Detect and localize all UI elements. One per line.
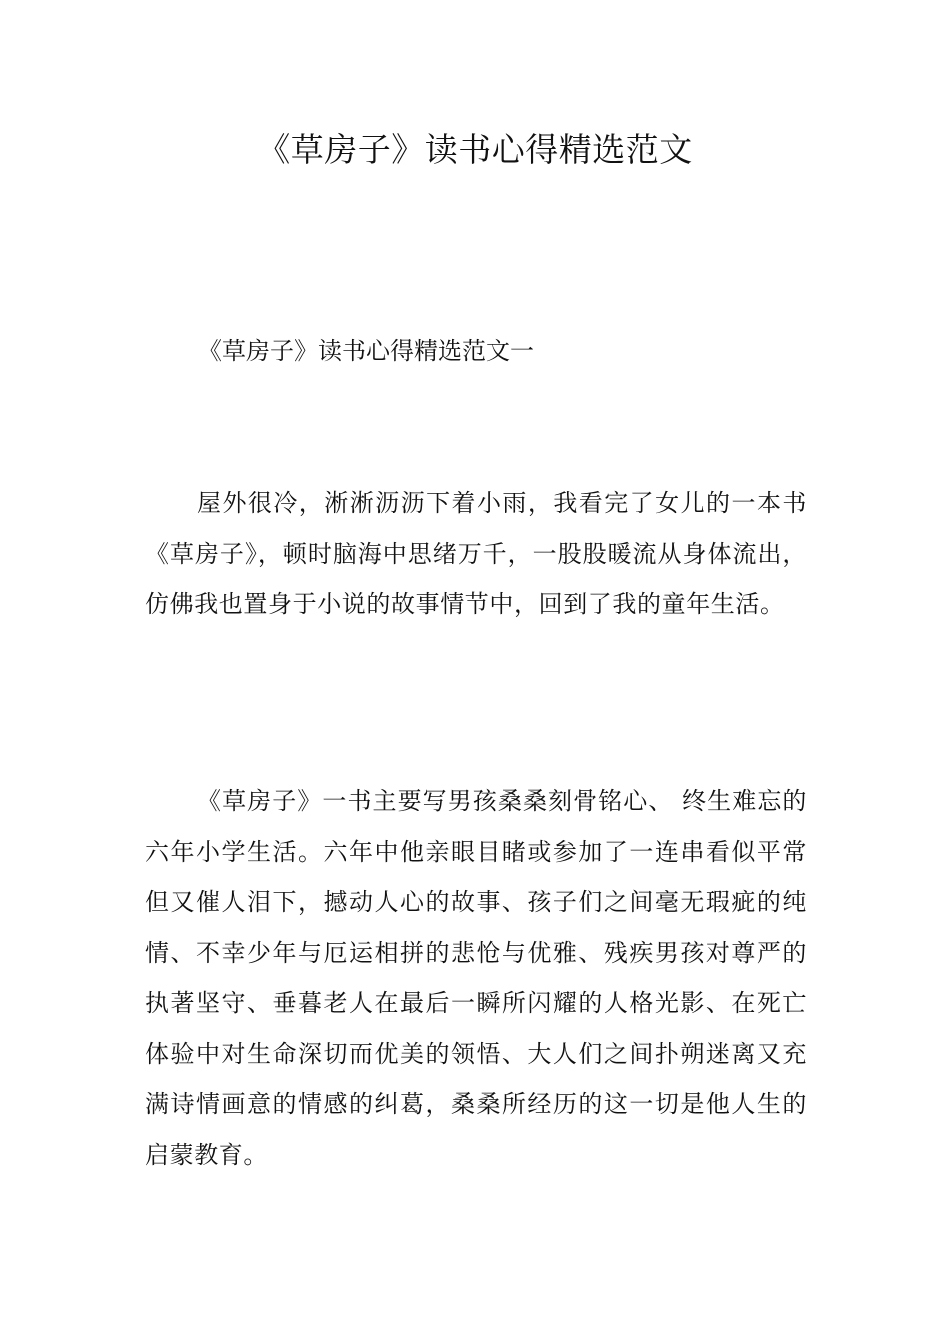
paragraph-1: 屋外很冷，淅淅沥沥下着小雨，我看完了女儿的一本书《草房子》，顿时脑海中思绪万千，一股股暖流从身体流出，仿佛我也置身于小说的故事情节中，回到了我的童年生活。 xyxy=(145,489,807,618)
section-heading: 《草房子》读书心得精选范文一 xyxy=(198,337,534,365)
document-title: 《草房子》读书心得精选范文 xyxy=(257,130,693,169)
paragraph-2: 《草房子》一书主要写男孩桑桑刻骨铭心、 终生难忘的六年小学生活。六年中他亲眼目睹或参加了一连串看似平常但又催人泪下，撼动人心的故事、孩子们之间毫无瑕疵的纯情、不幸少年与厄运相拼的悲怆与优雅、残疾男孩对尊严的执著坚守、垂暮老人在最后一瞬所闪耀的人格光影、在死亡体验中对生命深切而优美的领悟、大人们之间扑朔迷离又充满诗情画意的情感的纠葛，桑桑所经历的这一切是他人生的启蒙教育。 xyxy=(145,787,807,1169)
